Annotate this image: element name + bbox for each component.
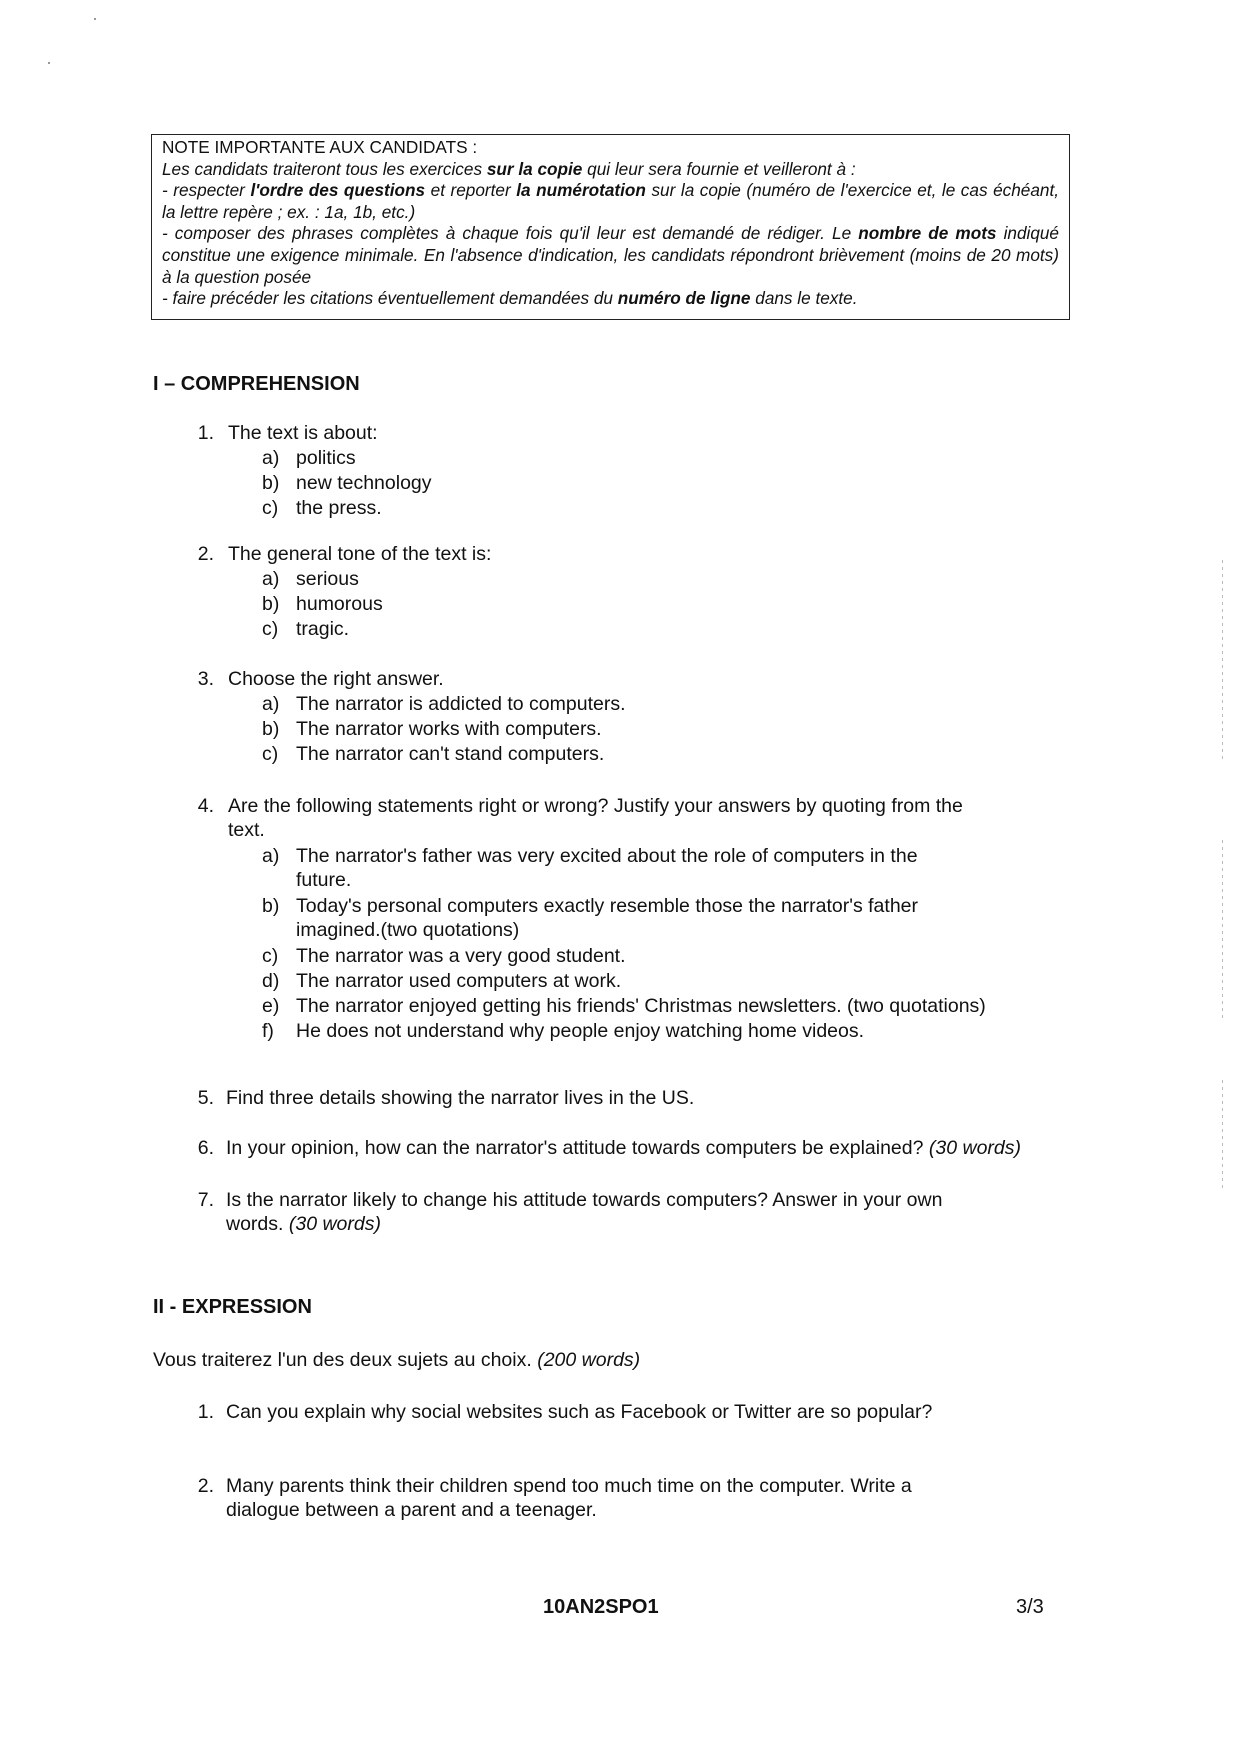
option-text: serious (296, 568, 359, 590)
notice-line-2 (162, 180, 1059, 223)
subject-text: dialogue between a parent and a teenager. (226, 1499, 597, 1521)
notice-line-3 (162, 223, 1059, 288)
expression-intro (153, 1349, 640, 1372)
question-text: The text is about: (228, 422, 378, 444)
question-number: 7. (197, 1189, 214, 1211)
notice-text: dans le texte. (750, 288, 858, 309)
question-text: Choose the right answer. (228, 668, 444, 690)
option-text: Today's personal computers exactly resemble those the narrator's father (296, 895, 919, 917)
question-text: text. (228, 819, 265, 841)
option-text: future. (296, 869, 352, 891)
intro-text: Vous traiterez l'un des deux sujets au choix. (153, 1349, 538, 1371)
word-count-note: (30 words) (928, 1137, 1022, 1159)
option-text: The narrator is addicted to computers. (296, 693, 626, 715)
scan-edge-mark (1222, 840, 1223, 1020)
option-label: c) (262, 743, 279, 765)
word-count-note: (30 words) (288, 1213, 381, 1235)
page-number: 3/3 (1016, 1596, 1044, 1618)
option-label: b) (262, 718, 280, 740)
subject-text: Can you explain why social websites such as Facebook or Twitter are so popular? (226, 1401, 933, 1423)
question-body: words. (226, 1213, 289, 1235)
scan-speck (48, 62, 50, 64)
option-text: the press. (296, 497, 382, 519)
option-label: a) (262, 568, 280, 590)
notice-bold-text: nombre de mots (858, 223, 997, 244)
notice-text: - faire précéder les citations éventuellement demandées du (162, 288, 618, 309)
notice-text: sur la copie (numéro de l'exercice et, le cas échéant, la lettre repère ; ex. : 1a, 1b, etc.) (162, 180, 1060, 222)
option-label: b) (262, 472, 280, 494)
subject-text: Many parents think their children spend too much time on the computer. Write a (226, 1475, 912, 1497)
question-number: 2. (197, 543, 214, 565)
option-text: He does not understand why people enjoy watching home videos. (296, 1020, 865, 1042)
option-text: The narrator was a very good student. (296, 945, 626, 967)
option-label: c) (262, 945, 279, 967)
section-title-comprehension: I – COMPREHENSION (153, 373, 360, 395)
option-label: c) (262, 618, 279, 640)
option-text: politics (296, 447, 356, 469)
option-label: b) (262, 593, 280, 615)
notice-text: Les candidats traiteront tous les exercices (162, 158, 487, 179)
option-text: The narrator works with computers. (296, 718, 602, 740)
exam-code: 10AN2SPO1 (543, 1596, 659, 1618)
option-text: The narrator's father was very excited about the role of computers in the (296, 845, 918, 867)
notice-text: et reporter (425, 180, 517, 201)
notice-text: - composer des phrases complètes à chaque fois qu'il leur est demandé de rédiger. Le (162, 223, 859, 244)
question-text: Find three details showing the narrator lives in the US. (226, 1087, 695, 1109)
question-text: Is the narrator likely to change his attitude towards computers? Answer in your own (226, 1189, 943, 1211)
scan-edge-mark (1222, 1080, 1223, 1190)
option-text: The narrator used computers at work. (296, 970, 622, 992)
option-label: a) (262, 693, 280, 715)
notice-bold-text: l'ordre des questions (250, 180, 426, 201)
question-number: 1. (197, 422, 214, 444)
question-text (226, 1136, 1021, 1161)
question-number: 5. (197, 1087, 214, 1109)
question-number: 4. (197, 795, 214, 817)
question-number: 6. (197, 1137, 214, 1159)
option-text: new technology (296, 472, 432, 494)
question-text (226, 1212, 381, 1237)
option-label: e) (262, 995, 280, 1017)
subject-number: 1. (197, 1401, 214, 1423)
question-body: In your opinion, how can the narrator's attitude towards computers be explained? (226, 1137, 929, 1159)
notice-heading: NOTE IMPORTANTE AUX CANDIDATS : (162, 137, 478, 157)
option-label: c) (262, 497, 279, 519)
option-label: f) (262, 1020, 274, 1042)
question-text: The general tone of the text is: (228, 543, 492, 565)
option-text: The narrator enjoyed getting his friends' Christmas newsletters. (two quotations) (296, 995, 986, 1017)
word-count-note: (200 words) (537, 1349, 641, 1371)
option-label: a) (262, 845, 280, 867)
option-text: humorous (296, 593, 383, 615)
notice-text: indiqué constitue une exigence minimale. En l'absence d'indication, les candidats répondront brièvement (moins de 20 mots) à la question posée (162, 223, 1059, 287)
notice-text: qui leur sera fournie et veilleront à : (582, 158, 856, 179)
option-label: a) (262, 447, 280, 469)
scan-edge-mark (1222, 560, 1223, 760)
notice-line-1 (162, 159, 1059, 181)
option-text: The narrator can't stand computers. (296, 743, 605, 765)
notice-line-4 (162, 288, 1059, 310)
notice-bold-text: la numérotation (516, 180, 646, 201)
subject-number: 2. (197, 1475, 214, 1497)
scan-speck (94, 18, 96, 20)
section-title-expression: II - EXPRESSION (153, 1296, 312, 1318)
question-text: Are the following statements right or wrong? Justify your answers by quoting from the (228, 795, 963, 817)
notice-text: - respecter (162, 180, 251, 201)
option-label: d) (262, 970, 280, 992)
option-label: b) (262, 895, 280, 917)
question-number: 3. (197, 668, 214, 690)
option-text: imagined.(two quotations) (296, 919, 520, 941)
notice-bold-text: sur la copie (486, 158, 583, 179)
notice-bold-text: numéro de ligne (617, 288, 751, 309)
candidate-notice-box (151, 134, 1070, 320)
option-text: tragic. (296, 618, 350, 640)
